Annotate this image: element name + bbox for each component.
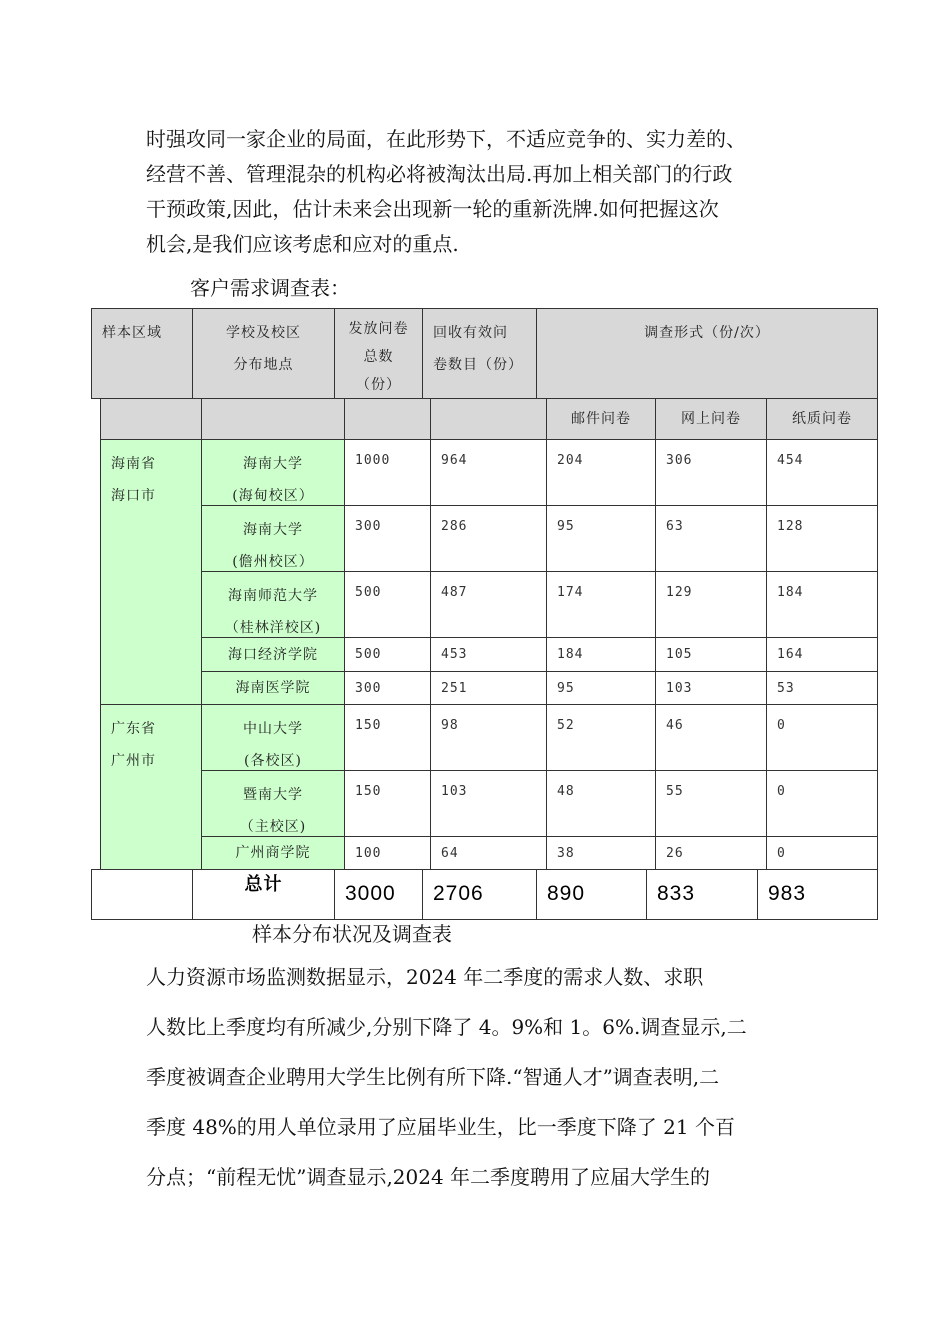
returned-cell: 251 <box>430 671 547 705</box>
total-paper: 983 <box>757 869 878 920</box>
paper-cell: 53 <box>766 671 878 705</box>
returned-cell: 487 <box>430 571 547 638</box>
region-cell <box>100 704 202 870</box>
header-region-label: 样本区域 <box>102 325 162 341</box>
header-school-line: 学校及校区 <box>226 325 301 341</box>
subheader-blank <box>100 398 202 440</box>
school-cell <box>201 637 345 672</box>
school-line: 海南师范大学 <box>228 588 318 604</box>
online-cell: 26 <box>655 836 767 870</box>
table-title: 客户需求调查表： <box>190 276 350 300</box>
mail-cell: 38 <box>546 836 656 870</box>
body-line: 季度被调查企业聘用大学生比例有所下降.“智通人才”调查表明,二 <box>146 1065 720 1089</box>
school-line: 海南医学院 <box>235 680 311 696</box>
mail-cell: 204 <box>546 439 656 506</box>
returned-cell: 103 <box>430 770 547 837</box>
header-issued <box>334 308 423 399</box>
returned-cell: 286 <box>430 505 547 572</box>
header-mail-label: 邮件问卷 <box>571 411 631 427</box>
table-caption: 样本分布状况及调查表 <box>252 922 452 946</box>
subheader-blank <box>201 398 345 440</box>
mail-cell: 48 <box>546 770 656 837</box>
header-issued-line: 发放问卷 <box>348 321 409 337</box>
returned-cell: 64 <box>430 836 547 870</box>
school-line: 暨南大学 <box>243 787 303 803</box>
paper-cell: 454 <box>766 439 878 506</box>
intro-line: 时强攻同一家企业的局面，在此形势下，不适应竞争的、实力差的、 <box>146 127 746 151</box>
school-cell <box>201 770 345 837</box>
paper-cell: 0 <box>766 836 878 870</box>
header-online-label: 网上问卷 <box>681 411 741 427</box>
header-paper <box>766 398 878 440</box>
mail-cell: 174 <box>546 571 656 638</box>
header-region <box>91 308 193 399</box>
total-returned: 2706 <box>422 869 537 920</box>
body-line: 人力资源市场监测数据显示，2024 年二季度的需求人数、求职 <box>106 965 704 989</box>
header-returned <box>422 308 537 399</box>
header-school-line: 分布地点 <box>233 357 294 373</box>
school-line: （主校区) <box>239 819 307 835</box>
region-line: 海口市 <box>111 488 156 504</box>
intro-paragraph <box>146 122 826 262</box>
intro-line: 干预政策,因此，估计未来会出现新一轮的重新洗牌.如何把握这次 <box>146 197 719 221</box>
returned-cell: 453 <box>430 637 547 672</box>
total-label: 总计 <box>192 869 335 920</box>
school-line: (各校区) <box>244 753 302 769</box>
school-cell <box>201 671 345 705</box>
school-line: 海南大学 <box>243 456 303 472</box>
school-cell <box>201 571 345 638</box>
total-blank-cell <box>91 869 193 920</box>
school-line: 海口经济学院 <box>228 647 318 663</box>
region-cell <box>100 439 202 705</box>
mail-cell: 184 <box>546 637 656 672</box>
online-cell: 63 <box>655 505 767 572</box>
body-line: 分点；“前程无忧”调查显示,2024 年二季度聘用了应届大学生的 <box>146 1165 711 1189</box>
paper-cell: 128 <box>766 505 878 572</box>
school-line: 中山大学 <box>243 721 303 737</box>
total-issued: 3000 <box>334 869 423 920</box>
issued-cell: 500 <box>344 637 431 672</box>
mail-cell: 95 <box>546 505 656 572</box>
school-line: 海南大学 <box>243 522 303 538</box>
mail-cell: 95 <box>546 671 656 705</box>
issued-cell: 150 <box>344 770 431 837</box>
subheader-blank <box>430 398 547 440</box>
region-line: 广州市 <box>111 753 156 769</box>
header-paper-label: 纸质问卷 <box>792 411 852 427</box>
school-line: (海甸校区） <box>232 488 314 504</box>
body-line: 人数比上季度均有所减少,分别下降了 4。9%和 1。6%.调查显示,二 <box>146 1015 747 1039</box>
school-cell <box>201 836 345 870</box>
header-online <box>655 398 767 440</box>
body-line: 季度 48%的用人单位录用了应届毕业生，比一季度下降了 21 个百 <box>146 1115 735 1139</box>
issued-cell: 100 <box>344 836 431 870</box>
total-online: 833 <box>646 869 758 920</box>
header-mail <box>546 398 656 440</box>
total-mail: 890 <box>536 869 647 920</box>
online-cell: 105 <box>655 637 767 672</box>
region-line: 广东省 <box>111 721 156 737</box>
paper-cell: 164 <box>766 637 878 672</box>
paper-cell: 0 <box>766 704 878 771</box>
online-cell: 306 <box>655 439 767 506</box>
school-cell <box>201 505 345 572</box>
paper-cell: 184 <box>766 571 878 638</box>
mail-cell: 52 <box>546 704 656 771</box>
intro-line: 经营不善、管理混杂的机构必将被淘汰出局.再加上相关部门的行政 <box>146 162 733 186</box>
online-cell: 55 <box>655 770 767 837</box>
subheader-blank <box>344 398 431 440</box>
header-survey-form <box>536 308 878 399</box>
issued-cell: 150 <box>344 704 431 771</box>
school-line: 广州商学院 <box>235 845 311 861</box>
school-line: （桂林洋校区) <box>224 620 322 636</box>
header-returned-line: 卷数目（份） <box>433 357 523 373</box>
header-survey-form-label: 调查形式（份/次） <box>644 325 770 341</box>
school-cell <box>201 439 345 506</box>
issued-cell: 300 <box>344 671 431 705</box>
body-paragraph <box>106 952 826 1202</box>
online-cell: 46 <box>655 704 767 771</box>
paper-cell: 0 <box>766 770 878 837</box>
school-line: (儋州校区） <box>232 554 314 570</box>
header-school <box>192 308 335 399</box>
issued-cell: 300 <box>344 505 431 572</box>
school-cell <box>201 704 345 771</box>
header-returned-line: 回收有效问 <box>433 325 508 341</box>
header-issued-line: 总数 <box>363 349 394 365</box>
issued-cell: 1000 <box>344 439 431 506</box>
intro-line: 机会,是我们应该考虑和应对的重点. <box>146 232 459 256</box>
region-line: 海南省 <box>111 456 156 472</box>
returned-cell: 964 <box>430 439 547 506</box>
returned-cell: 98 <box>430 704 547 771</box>
issued-cell: 500 <box>344 571 431 638</box>
online-cell: 103 <box>655 671 767 705</box>
header-issued-line: （份） <box>356 377 401 393</box>
online-cell: 129 <box>655 571 767 638</box>
